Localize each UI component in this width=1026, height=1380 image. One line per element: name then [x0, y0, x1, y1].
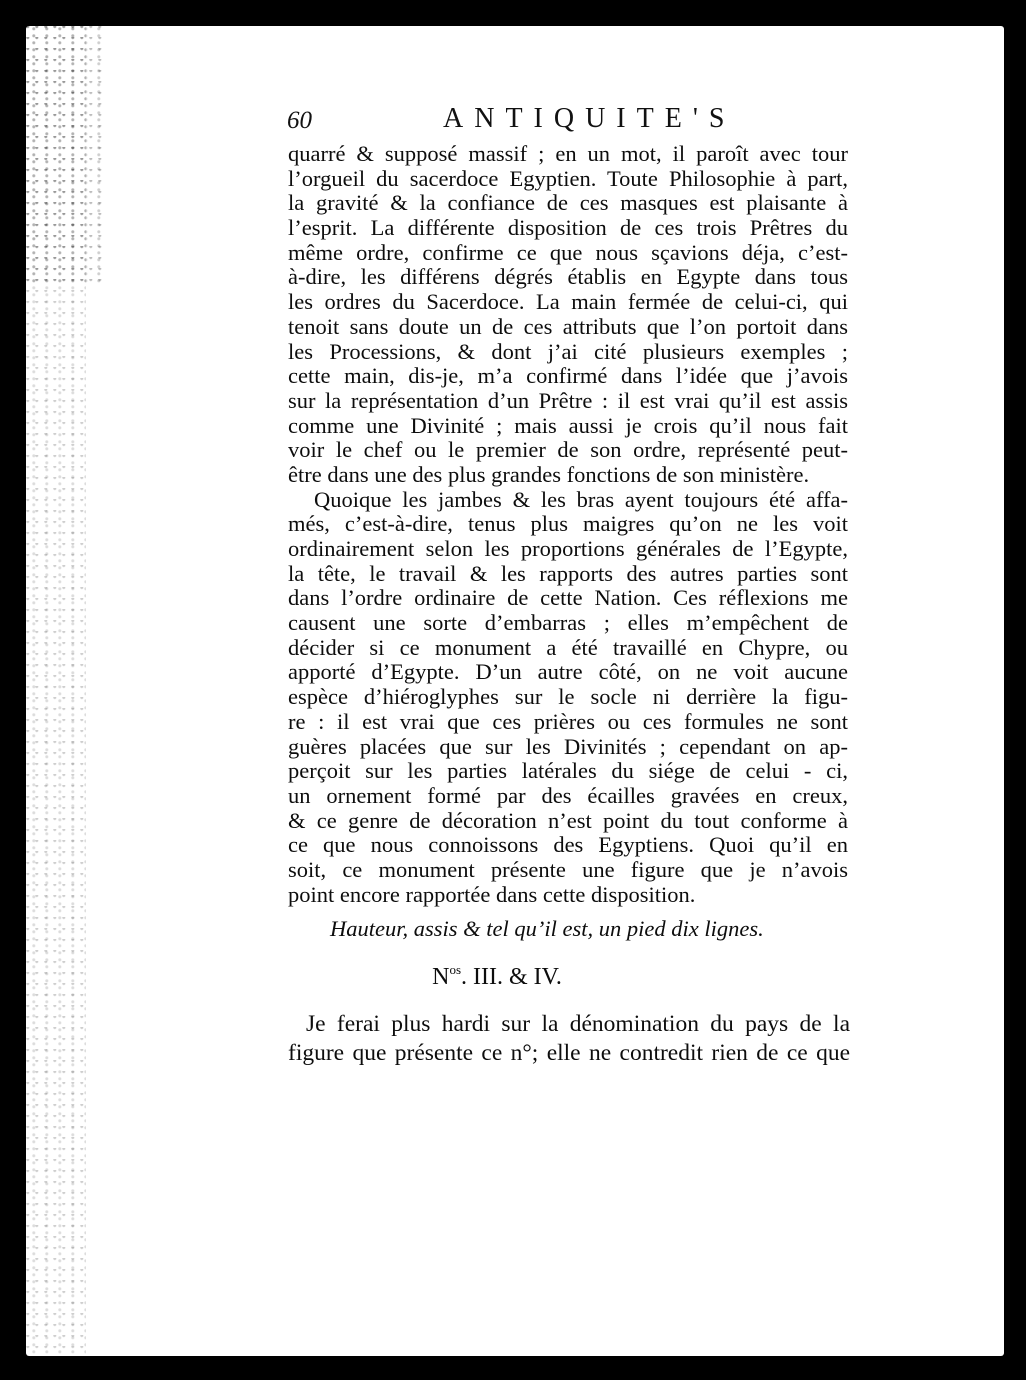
text-line: cette main, dis-je, m’a confirmé dans l’idée que j’avois [288, 363, 848, 389]
text-line: ordinairement selon les proportions générales de l’Egypte, [288, 536, 848, 561]
heading-numbers: . III. & IV. [461, 964, 562, 990]
scan-edge-noise [26, 26, 86, 1356]
text-line: les ordres du Sacerdoce. La main fermée de celui-ci, qui [288, 289, 848, 315]
text-line: quarré & supposé massif ; en un mot, il paroît avec tour [288, 141, 848, 166]
text-line: voir le chef ou le premier de son ordre, représenté peut- [288, 437, 848, 463]
text-line: guères placées que sur les Divinités ; cependant on ap- [288, 733, 848, 759]
text-line: la tête, le travail & les rapports des autres parties sont [288, 560, 848, 586]
section-body [288, 1010, 850, 1068]
text-line: & ce genre de décoration n’est point du tout conforme à [288, 807, 848, 833]
text-line: Je ferai plus hardi sur la dénomination du pays de la [306, 1011, 850, 1037]
text-line: re : il est vrai que ces prières ou ces formules ne sont [288, 708, 848, 734]
text-line: causent une sorte d’embarras ; elles m’empêchent de [288, 610, 848, 636]
body-text [288, 142, 848, 907]
heading-prefix: N [432, 964, 450, 990]
page-header [287, 103, 847, 141]
text-line: dans l’ordre ordinaire de cette Nation. Ces réflexions me [288, 585, 848, 611]
paragraph-1 [288, 142, 848, 488]
text-line: être dans une des plus grandes fonctions de son ministère. [288, 461, 810, 487]
text-line: un ornement formé par des écailles gravées en creux, [288, 782, 848, 808]
text-line: figure que présente ce n°; elle ne contredit rien de ce que [288, 1040, 850, 1066]
text-line: point encore rapportée dans cette disposition. [288, 881, 696, 907]
text-line: sur la représentation d’un Prêtre : il est vrai qu’il est assis [288, 387, 848, 413]
text-line: l’esprit. La différente disposition de ces trois Prêtres du [288, 215, 848, 241]
dimensions-caption: Hauteur, assis & tel qu’il est, un pied dix lignes. [330, 916, 764, 941]
text-line: comme une Divinité ; mais aussi je crois qu’il nous fait [288, 412, 848, 438]
text-line: tenoit sans doute un de ces attributs que l’on portoit dans [288, 313, 848, 339]
heading-superscript: os [449, 962, 462, 977]
text-line: l’orgueil du sacerdoce Egyptien. Toute Philosophie à part, [288, 165, 848, 191]
text-line: espèce d’hiéroglyphes sur le socle ni derrière la figu- [288, 684, 848, 710]
text-line: perçoit sur les parties latérales du siége de celui - ci, [288, 758, 848, 784]
running-title: ANTIQUITE'S [443, 103, 736, 134]
text-line: apporté d’Egypte. D’un autre côté, on ne voit aucune [288, 659, 848, 685]
text-line: la gravité & la confiance de ces masques est plaisante à [288, 190, 848, 216]
text-line: même ordre, confirme ce que nous sçavions déja, c’est- [288, 239, 848, 265]
text-line: soit, ce monument présente une figure que je n’avois [288, 856, 848, 882]
paragraph-2 [288, 488, 848, 908]
text-line: ce que nous connoissons des Egyptiens. Quoi qu’il en [288, 832, 848, 858]
text-line: décider si ce monument a été travaillé en Chypre, ou [288, 634, 848, 660]
text-line: à-dire, les différens dégrés établis en Egypte dans tous [288, 264, 848, 290]
section-heading [0, 962, 986, 991]
page-number: 60 [287, 107, 312, 134]
text-line: les Processions, & dont j’ai cité plusieurs exemples ; [288, 338, 848, 364]
text-line: més, c’est-à-dire, tenus plus maigres qu’on ne les voit [288, 511, 848, 537]
text-line: Quoique les jambes & les bras ayent toujours été affa- [314, 486, 848, 512]
